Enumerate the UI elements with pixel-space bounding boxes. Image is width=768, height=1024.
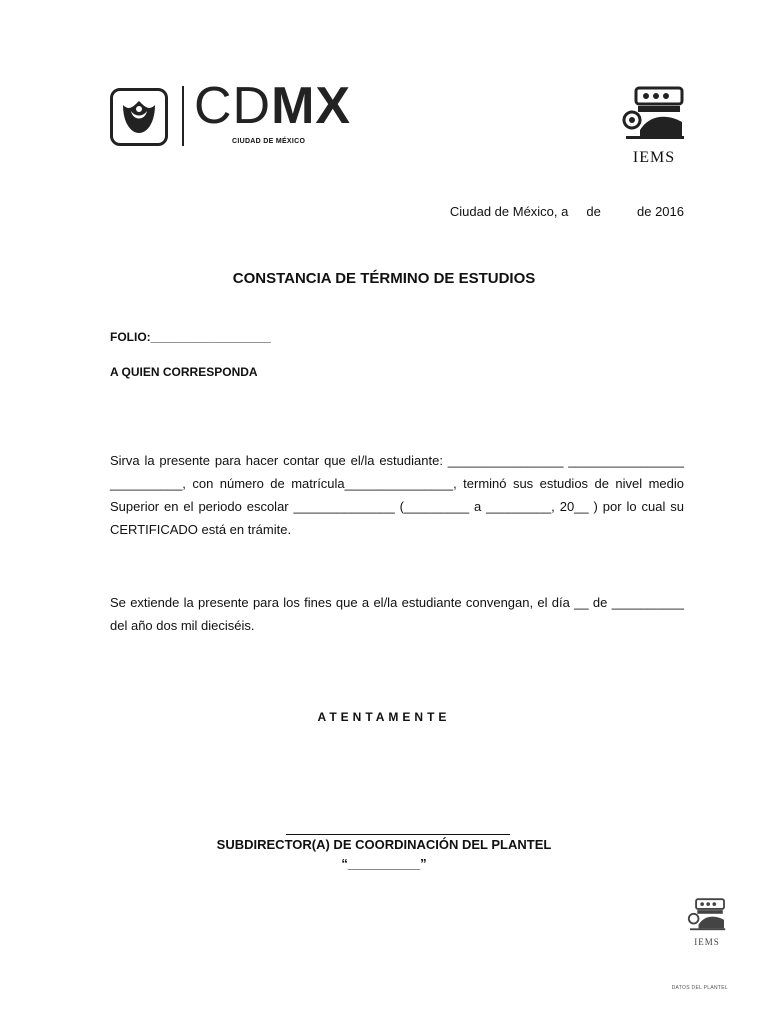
logo-divider xyxy=(182,86,184,146)
cdmx-seal-icon xyxy=(110,88,168,146)
closing: ATENTAMENTE xyxy=(317,710,451,724)
cdmx-wordmark-thin: CD xyxy=(194,77,272,135)
document-title: CONSTANCIA DE TÉRMINO DE ESTUDIOS xyxy=(232,270,536,287)
cdmx-logo xyxy=(110,77,370,148)
body-paragraph-1: Sirva la presente para hacer contar que el/la estudiante: ________________ ________________ __________, con número de matrícula_______________, terminó sus estudios de nivel medio Superior en el periodo escolar ______________ (_________ a _________, 20__ ) por lo cual su CERTIFICADO está en trámite. xyxy=(110,453,684,537)
footer-iems-label: IEMS xyxy=(694,937,720,947)
iems-label: IEMS xyxy=(632,149,676,166)
signature-name-blank: “__________” xyxy=(341,856,427,871)
iems-emblem-icon xyxy=(618,86,690,142)
cdmx-wordmark xyxy=(194,77,352,135)
footer-iems-logo xyxy=(685,898,729,947)
folio-field: FOLIO:__________________ xyxy=(110,330,271,344)
cdmx-wordmark-bold: MX xyxy=(271,77,352,135)
greeting: A QUIEN CORRESPONDA xyxy=(110,365,258,379)
signature-title: SUBDIRECTOR(A) DE COORDINACIÓN DEL PLANTEL xyxy=(216,837,552,852)
footer-iems-emblem-icon xyxy=(685,898,729,932)
date-line: Ciudad de México, a de de 2016 xyxy=(449,204,684,219)
cdmx-subtitle: CIUDAD DE MÉXICO xyxy=(232,138,306,145)
body-paragraph-2: Se extiende la presente para los fines que a el/la estudiante convengan, el día __ de __________ del año dos mil dieciséis. xyxy=(110,595,684,633)
iems-logo xyxy=(618,86,690,166)
signature-line xyxy=(286,834,510,835)
datos-del-plantel: DATOS DEL PLANTEL xyxy=(671,985,728,991)
